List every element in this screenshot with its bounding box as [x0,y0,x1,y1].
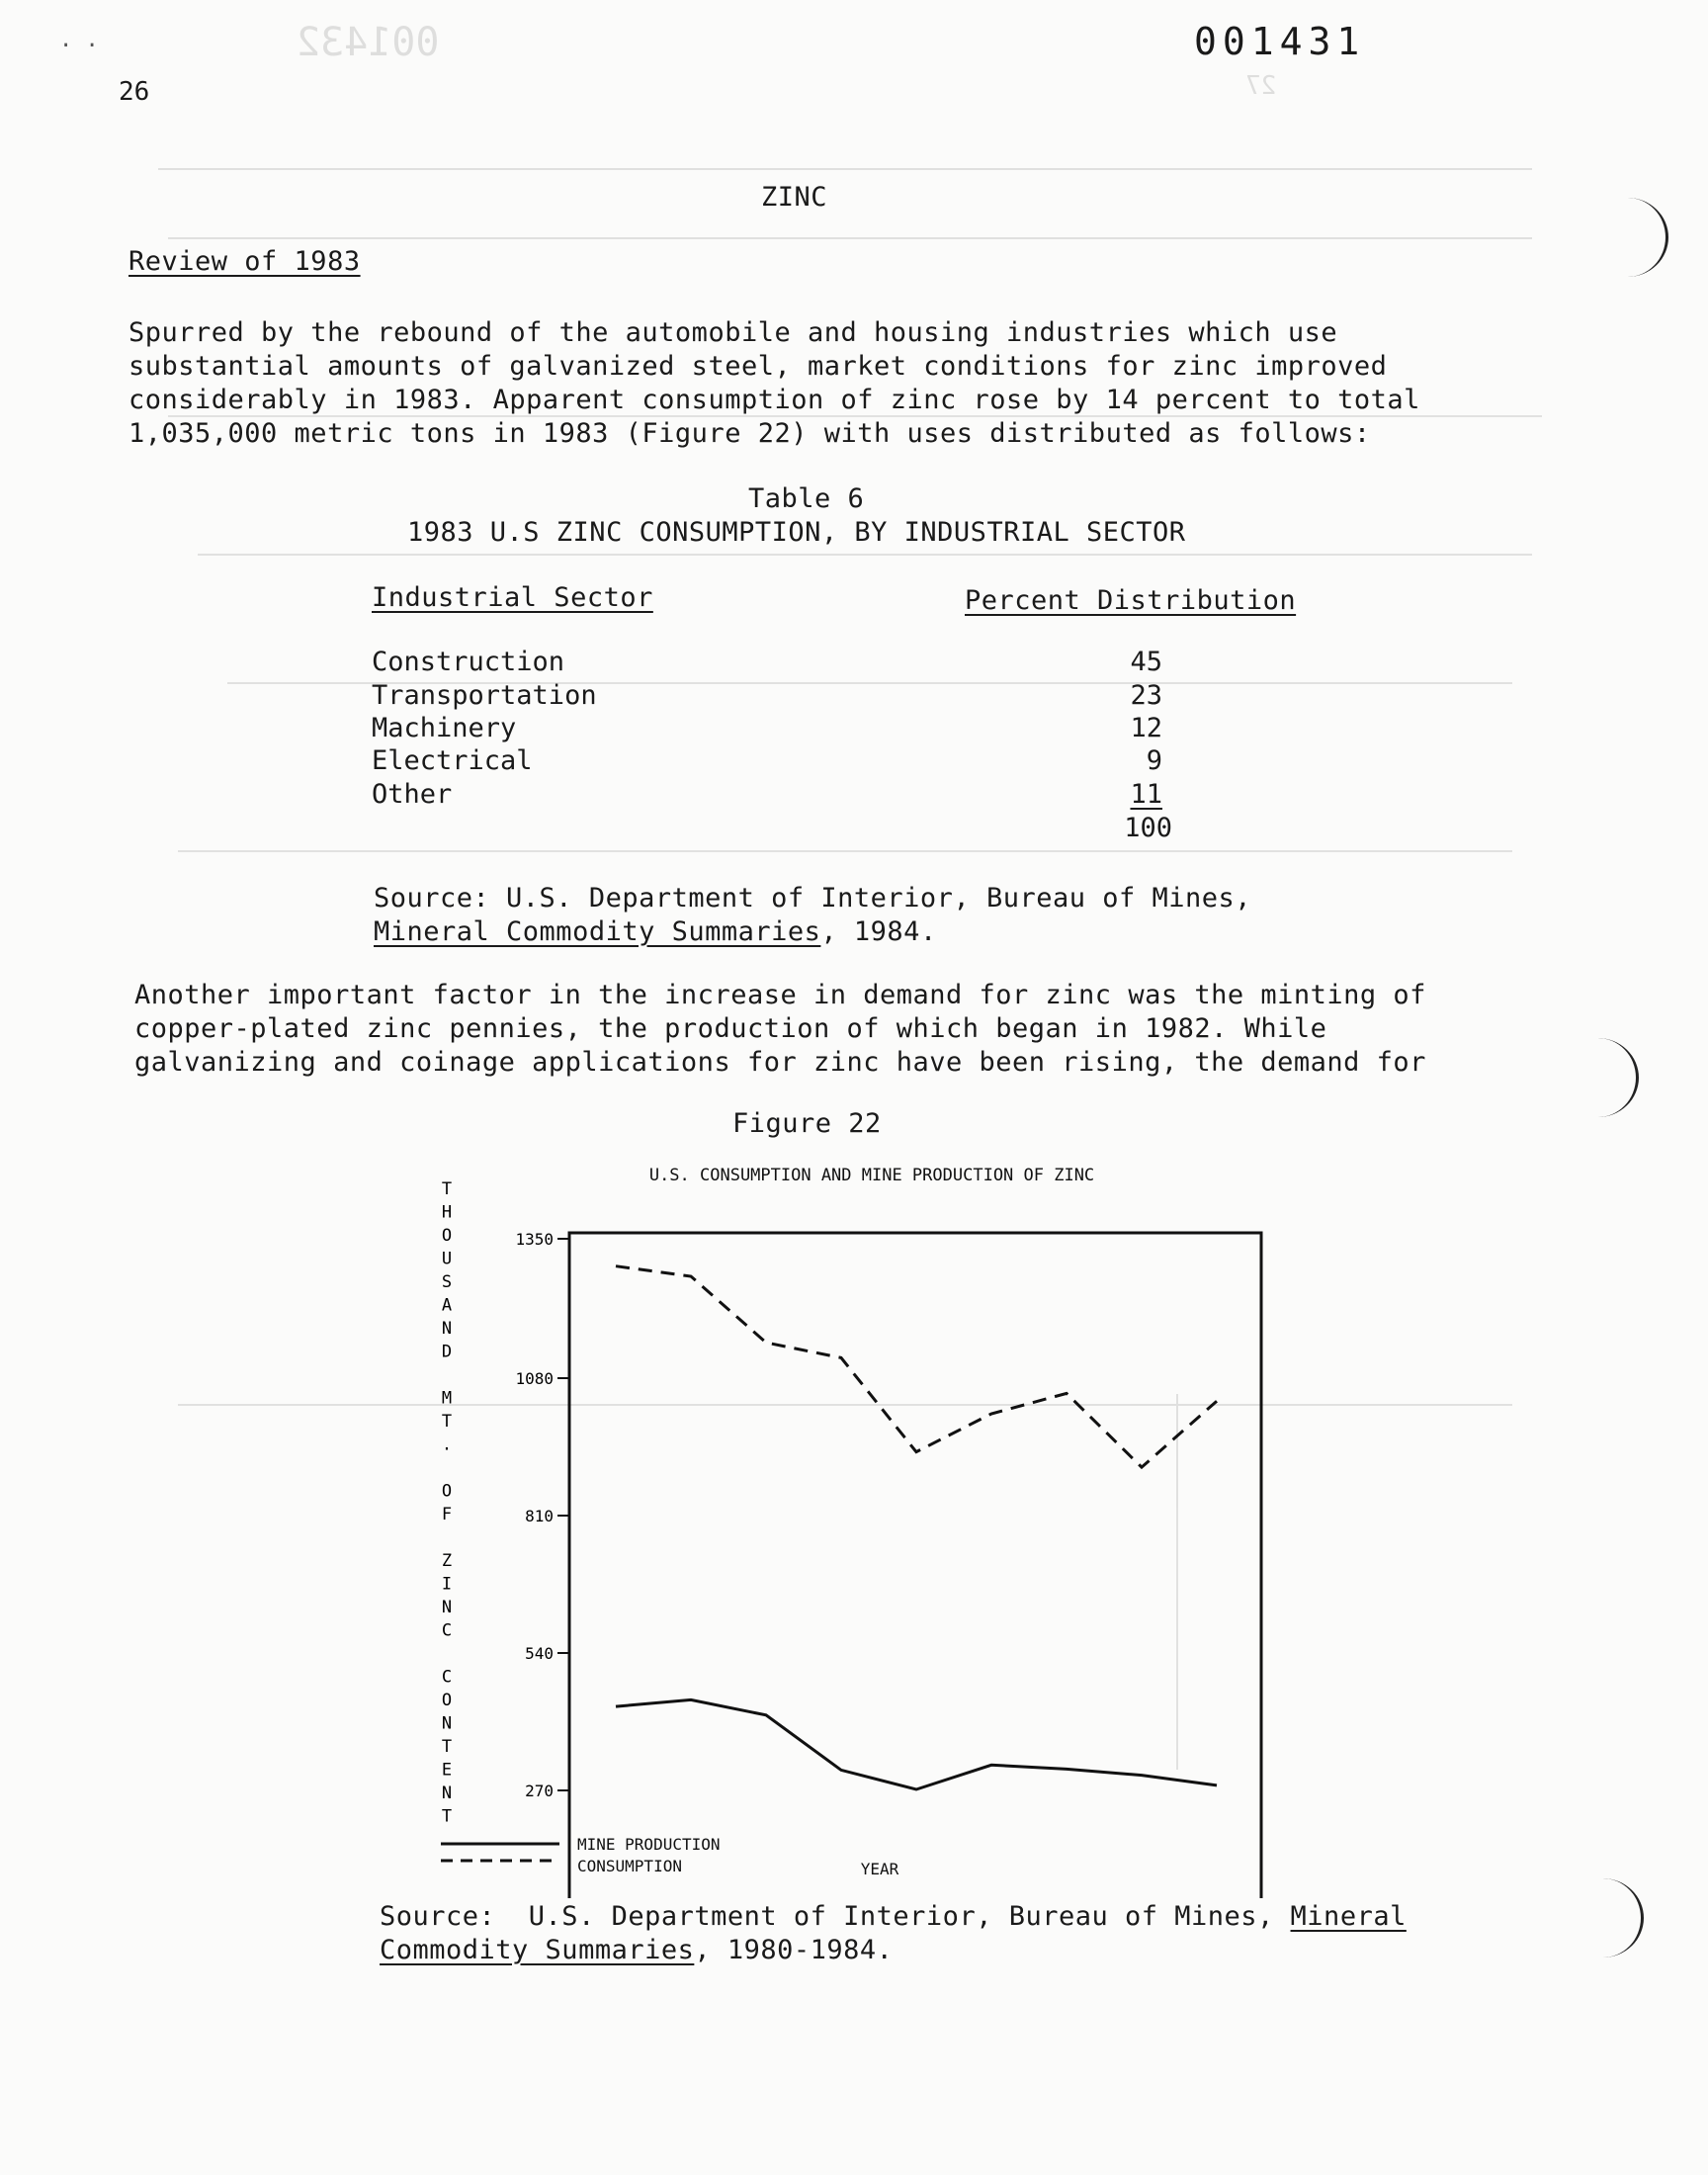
figure-source-title-1: Mineral [1290,1901,1407,1932]
ylabel-letter: H [441,1202,453,1223]
ylabel-letter: T [441,1737,453,1757]
paragraph-line: Spurred by the rebound of the automobile and housing industries which use [128,317,1338,348]
page-heading: ZINC [761,182,828,213]
chart-xlabel: YEAR [860,1860,899,1878]
figure-source-title-2: Commodity Summaries [380,1935,695,1965]
series-line-mine-production [616,1699,1217,1789]
table-total-row [372,813,1172,845]
ylabel-letter: . [441,1435,453,1455]
ylabel-letter: E [441,1760,453,1781]
section-title: Review of 1983 [128,246,361,277]
document-number: 001431 [1194,20,1366,63]
sector-percent: 12 [1130,713,1162,743]
page-number: 26 [119,77,150,107]
y-axis [515,1230,569,1898]
ylabel-letter: N [441,1319,453,1339]
paragraph-line: substantial amounts of galvanized steel, market conditions for zinc improved [128,351,1388,382]
table-title: 1983 U.S ZINC CONSUMPTION, BY INDUSTRIAL SECTOR [407,517,1186,548]
ylabel-letter: N [441,1713,453,1734]
ylabel-letter: O [441,1226,453,1246]
y-tick-label: 810 [525,1507,554,1525]
sector-name: Machinery [372,713,517,743]
ylabel-letter: N [441,1598,453,1617]
paragraph-line: 1,035,000 metric tons in 1983 (Figure 22) with uses distributed as follows: [128,418,1371,449]
table-row [372,680,1162,713]
y-tick-label: 270 [525,1782,554,1800]
ylabel-letter: M [441,1388,453,1409]
table-source-year: , 1984. [820,916,937,947]
figure-chart [395,1147,1285,1898]
table-row [372,647,1162,679]
ylabel-letter: O [441,1691,453,1710]
chart-ylabel [442,1179,452,1827]
paragraph-line: galvanizing and coinage applications for zinc have been rising, the demand for [134,1047,1426,1078]
ylabel-letter: A [441,1295,453,1316]
ylabel-letter: T [441,1806,453,1827]
paragraph-line: Another important factor in the increase in demand for zinc was the minting of [134,980,1426,1010]
ylabel-letter: C [441,1620,453,1641]
sector-percent: 45 [1130,647,1162,677]
y-tick-label: 1080 [515,1369,554,1388]
series-line-consumption [616,1266,1217,1467]
sector-percent: 23 [1130,680,1162,711]
legend-label-mine: MINE PRODUCTION [577,1835,721,1854]
table-row [372,779,1162,812]
y-tick-label: 1350 [515,1230,554,1249]
table-source-line: Source: U.S. Department of Interior, Bureau of Mines, [374,883,1252,914]
sector-name: Electrical [372,745,533,776]
figure-source [380,1900,1407,1967]
paragraph-2 [134,979,1426,1080]
ylabel-letter: S [441,1272,453,1292]
ylabel-letter: O [441,1481,453,1502]
table-source-title: Mineral Commodity Summaries [374,916,821,947]
ylabel-letter: F [441,1505,453,1524]
sector-name: Other [372,779,453,810]
binder-hole-mark [1586,198,1668,277]
ylabel-letter: C [441,1667,453,1688]
bleed-page-number: 27 [1245,71,1277,101]
paragraph-line: considerably in 1983. Apparent consumption of zinc rose by 14 percent to total [128,385,1420,415]
chart-title: U.S. CONSUMPTION AND MINE PRODUCTION OF ZINC [648,1166,1095,1185]
table-caption: Table 6 [748,483,865,514]
ylabel-letter: I [441,1574,453,1595]
ylabel-letter: N [441,1784,453,1803]
figure-source-years: , 1980-1984. [694,1935,894,1965]
binder-hole-mark [1562,1878,1644,1958]
table-source [374,882,1251,949]
ylabel-letter: U [441,1249,453,1269]
table-col-percent-header: Percent Distribution [965,585,1297,616]
chart-legend [441,1835,721,1875]
table-row [372,745,1162,778]
bleed-doc-number: 001432 [297,20,440,65]
figure-source-prefix: Source: U.S. Department of Interior, Bureau of Mines, [380,1901,1291,1932]
legend-label-consumption: CONSUMPTION [577,1857,682,1875]
y-tick-label: 540 [525,1644,554,1663]
ylabel-letter: T [441,1412,453,1432]
ylabel-letter: D [441,1342,453,1362]
ylabel-letter: T [441,1179,453,1199]
plot-frame [569,1233,1261,1898]
figure-caption: Figure 22 [732,1108,882,1139]
scan-speck: . . [59,28,99,52]
table-total: 100 [1124,813,1172,843]
sector-percent: 9 [1146,745,1162,776]
sector-percent: 11 [1130,779,1162,810]
sector-name: Transportation [372,680,597,711]
sector-name: Construction [372,647,565,677]
binder-hole-mark [1557,1038,1639,1117]
paragraph-line: copper-plated zinc pennies, the production of which began in 1982. While [134,1013,1327,1044]
table-col-sector-header: Industrial Sector [372,582,653,613]
ylabel-letter: Z [441,1551,453,1571]
paragraph-1 [128,316,1420,451]
table-row [372,713,1162,745]
